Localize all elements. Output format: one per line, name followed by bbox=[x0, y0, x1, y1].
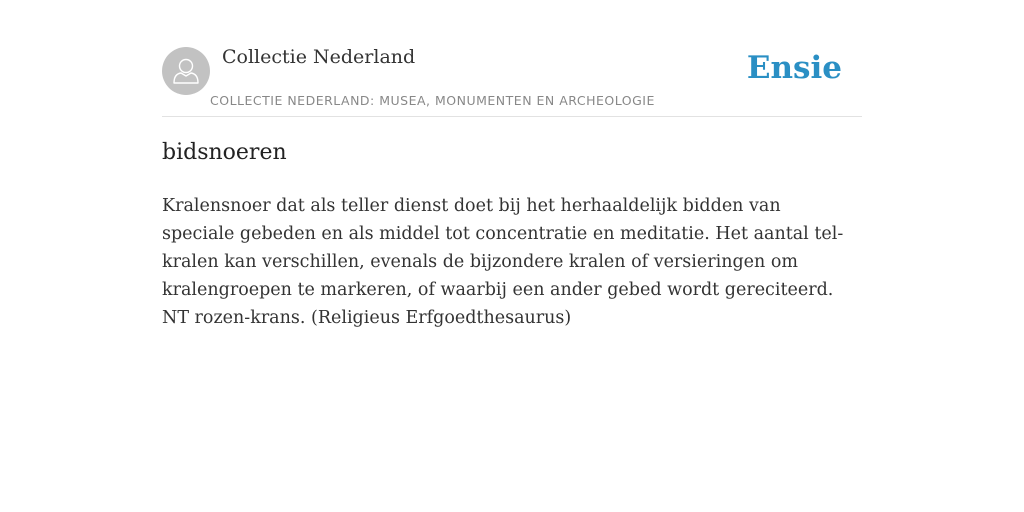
term-title: bidsnoeren bbox=[162, 140, 287, 165]
author-name[interactable]: Collectie Nederland bbox=[222, 46, 416, 68]
brand-logo[interactable]: Ensie bbox=[746, 50, 842, 86]
definition-text: Kralensnoer dat als teller dienst doet bij het herhaaldelijk bidden van speciale gebeden en als middel tot concentratie en meditatie. Het aantal tel-kralen kan verschillen, evenals de bijzondere kralen of versieringen om kralengroepen te markeren, of waarbij een ander gebed wordt gereciteerd. NT rozen-krans. (Religieus Erfgoedthesaurus) bbox=[162, 196, 844, 328]
author-header bbox=[162, 40, 862, 117]
user-silhouette-icon bbox=[162, 47, 210, 95]
avatar[interactable] bbox=[162, 47, 210, 95]
source-name[interactable]: COLLECTIE NEDERLAND: MUSEA, MONUMENTEN EN ARCHEOLOGIE bbox=[210, 93, 655, 108]
